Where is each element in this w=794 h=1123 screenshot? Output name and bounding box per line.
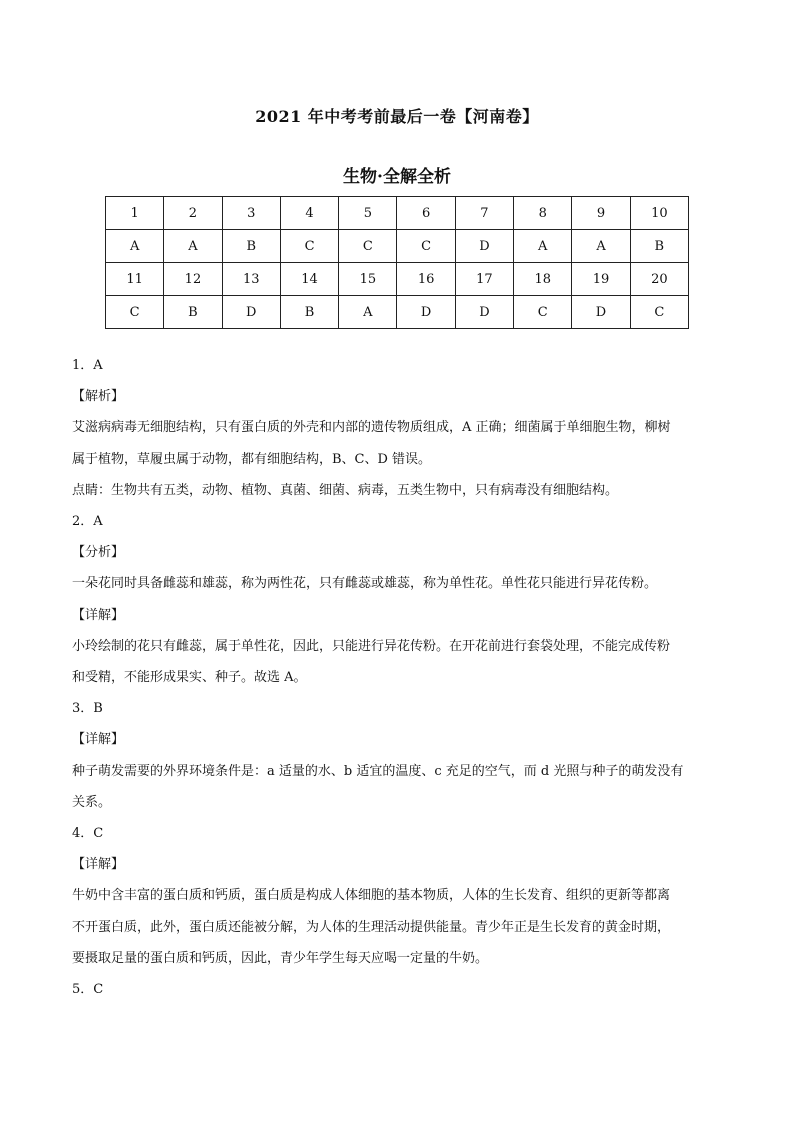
question-number-cell: 6 [397, 197, 455, 230]
answer-cell: D [572, 296, 630, 329]
text-line: 艾滋病病毒无细胞结构，只有蛋白质的外壳和内部的遗传物质组成，A 正确；细菌属于单细胞生物，柳树 [72, 420, 671, 436]
question-number-cell: 5 [339, 197, 397, 230]
text-line: 1．A [72, 358, 103, 373]
text-line: 要摄取足量的蛋白质和钙质，因此，青少年学生每天应喝一定量的牛奶。 [72, 950, 489, 966]
text-line: 牛奶中含丰富的蛋白质和钙质，蛋白质是构成人体细胞的基本物质，人体的生长发育、组织的更新等都离 [72, 888, 671, 904]
answer-cell: B [164, 296, 222, 329]
answer-cell: C [397, 230, 455, 263]
answer-cell: C [339, 230, 397, 263]
answer-cell: D [455, 296, 513, 329]
question-number-cell: 18 [514, 263, 572, 296]
text-line: 【详解】 [72, 607, 125, 623]
text-line: 小玲绘制的花只有雌蕊，属于单性花，因此，只能进行异花传粉。在开花前进行套袋处理，不能完成传粉 [72, 638, 671, 654]
question-number-cell: 10 [630, 197, 688, 230]
question-number-cell: 19 [572, 263, 630, 296]
question-number-cell: 4 [280, 197, 338, 230]
text-line: 关系。 [72, 794, 112, 810]
answer-cell: A [514, 230, 572, 263]
text-line: 【详解】 [72, 732, 125, 748]
question-number-cell: 9 [572, 197, 630, 230]
question-number-cell: 1 [106, 197, 164, 230]
question-number-cell: 16 [397, 263, 455, 296]
text-line: 种子萌发需要的外界环境条件是：a 适量的水、b 适宜的温度、c 充足的空气，而 d 光照与种子的萌发没有 [72, 763, 684, 779]
text-line: 3．B [72, 701, 103, 717]
answer-cell: A [339, 296, 397, 329]
answer-row [106, 230, 689, 263]
question-number-cell: 15 [339, 263, 397, 296]
answer-explanations [72, 350, 732, 1005]
answer-cell: A [106, 230, 164, 263]
answer-cell: C [280, 230, 338, 263]
answer-cell: B [222, 230, 280, 263]
answer-cell: A [164, 230, 222, 263]
question-number-cell: 12 [164, 263, 222, 296]
answer-cell: C [514, 296, 572, 329]
question-number-row [106, 197, 689, 230]
question-number-cell: 14 [280, 263, 338, 296]
question-number-row [106, 263, 689, 296]
answer-cell: D [455, 230, 513, 263]
text-line: 4．C [72, 826, 104, 842]
text-line: 5．C [72, 982, 104, 998]
text-line: 不开蛋白质，此外，蛋白质还能被分解，为人体的生理活动提供能量。青少年正是生长发育的黄金时期， [72, 919, 671, 935]
question-number-cell: 17 [455, 263, 513, 296]
answer-cell: D [397, 296, 455, 329]
question-number-cell: 7 [455, 197, 513, 230]
document-title: 2021 年中考考前最后一卷【河南卷】 [255, 107, 539, 126]
answer-row [106, 296, 689, 329]
text-line: 和受精，不能形成果实、种子。故选 A。 [72, 670, 307, 686]
answer-cell: C [630, 296, 688, 329]
answer-cell: B [630, 230, 688, 263]
answer-cell: D [222, 296, 280, 329]
text-line: 2．A [72, 514, 103, 530]
document-subtitle: 生物·全解全析 [343, 167, 451, 187]
text-line: 属于植物，草履虫属于动物，都有细胞结构，B、C、D 错误。 [72, 451, 432, 467]
text-line: 一朵花同时具备雌蕊和雄蕊，称为两性花，只有雌蕊或雄蕊，称为单性花。单性花只能进行异花传粉。 [72, 576, 658, 592]
question-number-cell: 3 [222, 197, 280, 230]
question-number-cell: 11 [106, 263, 164, 296]
question-number-cell: 2 [164, 197, 222, 230]
text-line: 【分析】 [72, 545, 125, 561]
answer-cell: C [106, 296, 164, 329]
answer-cell: B [280, 296, 338, 329]
text-line: 【解析】 [72, 389, 125, 405]
answer-cell: A [572, 230, 630, 263]
question-number-cell: 20 [630, 263, 688, 296]
question-number-cell: 13 [222, 263, 280, 296]
answer-table [105, 196, 689, 329]
text-line: 【详解】 [72, 857, 125, 873]
question-number-cell: 8 [514, 197, 572, 230]
text-line: 点睛：生物共有五类，动物、植物、真菌、细菌、病毒，五类生物中，只有病毒没有细胞结构。 [72, 482, 619, 498]
